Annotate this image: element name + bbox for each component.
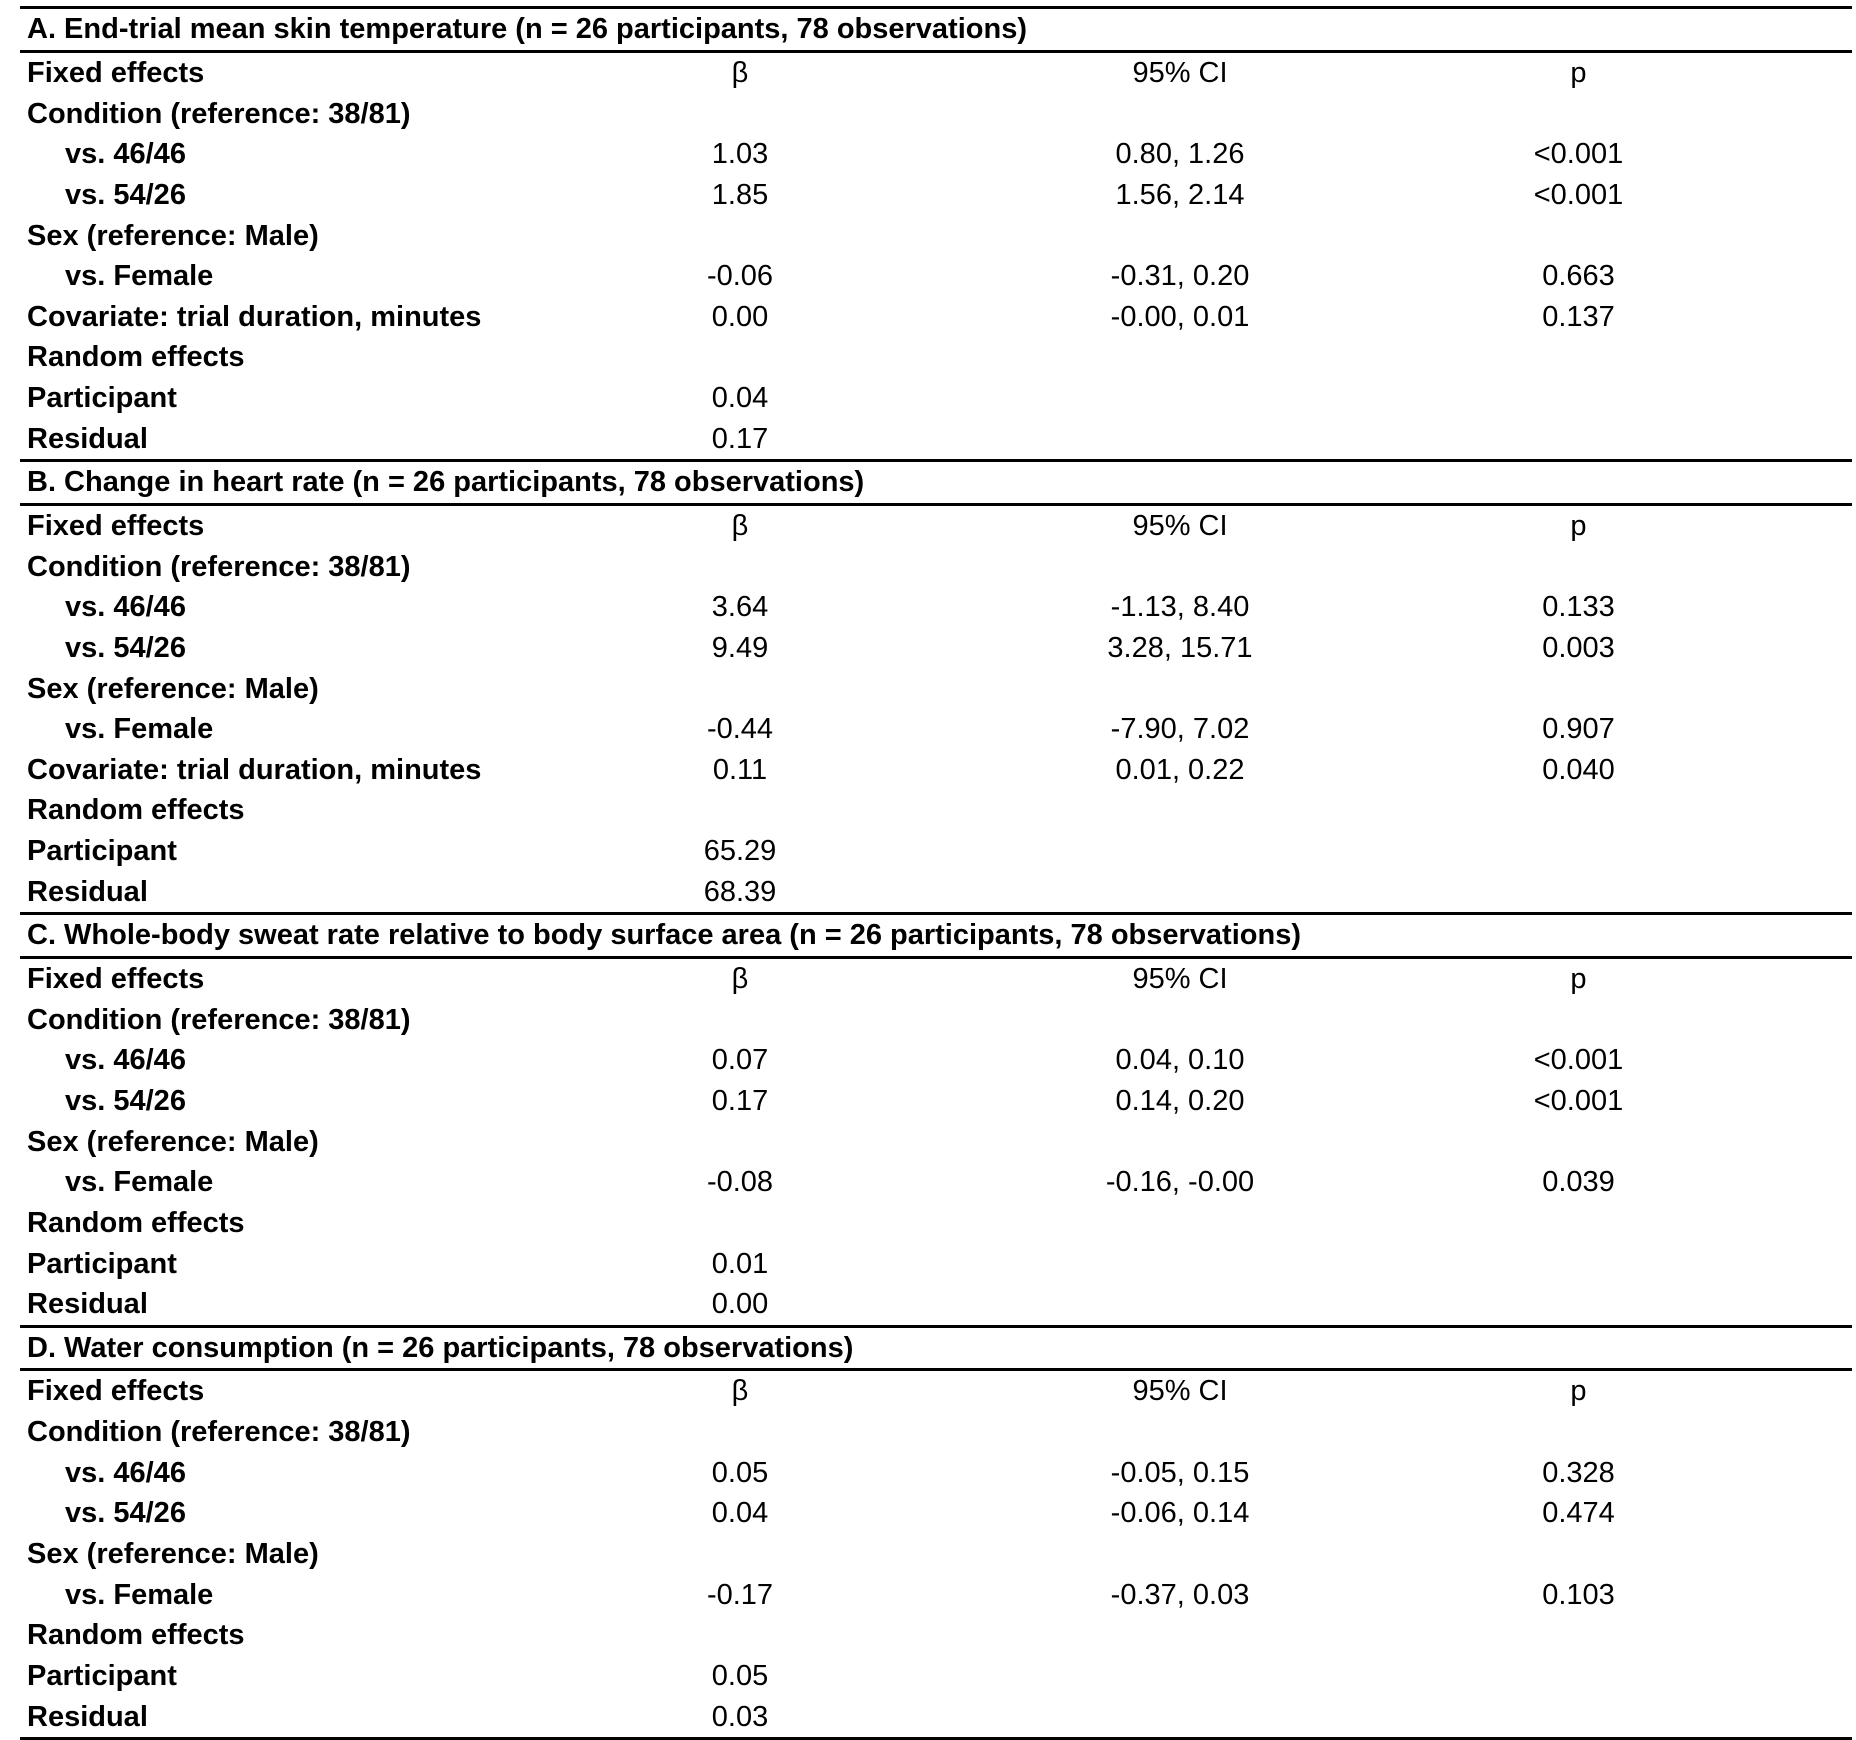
p-value: <0.001 xyxy=(1533,178,1624,211)
beta-value: 0.00 xyxy=(711,300,769,333)
ci-value xyxy=(980,378,1420,419)
table-row xyxy=(20,1243,1852,1284)
ci-value xyxy=(980,1412,1420,1453)
row-label: vs. 54/26 xyxy=(65,178,186,211)
row-label: Random effects xyxy=(27,1206,245,1239)
table-row xyxy=(20,1574,1852,1615)
row-label: vs. 46/46 xyxy=(65,591,186,624)
ci-value xyxy=(980,546,1420,587)
row-label: Sex (reference: Male) xyxy=(27,1125,319,1158)
table-row xyxy=(20,1696,1852,1738)
table-row xyxy=(20,256,1852,297)
ci-value xyxy=(980,1696,1420,1738)
table-row xyxy=(20,999,1852,1040)
table-row xyxy=(20,871,1852,913)
beta-value: -0.17 xyxy=(706,1578,774,1611)
beta-value xyxy=(580,1121,980,1162)
ci-value xyxy=(980,418,1420,460)
row-label: Random effects xyxy=(27,1619,245,1652)
p-header: p xyxy=(1570,963,1587,996)
beta-header: β xyxy=(731,1375,749,1408)
p-header: p xyxy=(1570,56,1587,89)
row-label: Condition (reference: 38/81) xyxy=(27,550,411,583)
p-value: 0.907 xyxy=(1542,713,1615,746)
beta-value: 0.03 xyxy=(580,1696,980,1738)
table-row xyxy=(20,1493,1852,1534)
row-label: vs. 46/46 xyxy=(65,1456,186,1489)
p-value xyxy=(1420,1615,1852,1656)
fixed-effects-label: Fixed effects xyxy=(27,510,205,542)
row-label: Sex (reference: Male) xyxy=(27,1538,319,1571)
row-label: Covariate: trial duration, minutes xyxy=(27,300,482,333)
beta-value xyxy=(580,668,980,709)
p-value xyxy=(1420,871,1852,913)
table-row xyxy=(20,668,1852,709)
p-value: <0.001 xyxy=(1533,138,1624,171)
p-value xyxy=(1420,93,1852,134)
table-row xyxy=(20,1040,1852,1081)
table-row xyxy=(20,546,1852,587)
ci-header: 95% CI xyxy=(1132,1375,1228,1408)
p-value: <0.001 xyxy=(1533,1084,1624,1117)
p-value xyxy=(1420,546,1852,587)
p-value xyxy=(1420,999,1852,1040)
p-header: p xyxy=(1570,510,1587,542)
section-title: D. Water consumption (n = 26 participants, 78 observations) xyxy=(20,1326,1852,1370)
beta-value xyxy=(580,337,980,378)
ci-value: -0.37, 0.03 xyxy=(1110,1578,1250,1611)
beta-value: 0.04 xyxy=(711,1497,769,1530)
row-label: Residual xyxy=(27,422,148,455)
p-value: 0.474 xyxy=(1542,1497,1615,1530)
column-header-row xyxy=(20,957,1852,999)
row-label: Condition (reference: 38/81) xyxy=(27,1003,411,1036)
table-row xyxy=(20,709,1852,750)
ci-value xyxy=(980,1243,1420,1284)
ci-value xyxy=(980,999,1420,1040)
results-table xyxy=(20,6,1852,1740)
ci-value xyxy=(980,1534,1420,1575)
table-row xyxy=(20,296,1852,337)
ci-value: 1.56, 2.14 xyxy=(1115,178,1245,211)
beta-value: 1.03 xyxy=(711,138,769,171)
p-value xyxy=(1420,1243,1852,1284)
beta-value xyxy=(580,546,980,587)
ci-value: 0.04, 0.10 xyxy=(1115,1044,1245,1077)
row-label: vs. 46/46 xyxy=(65,138,186,171)
p-value xyxy=(1420,1696,1852,1738)
table-row xyxy=(20,1656,1852,1697)
p-value: 0.039 xyxy=(1542,1166,1615,1199)
table-row xyxy=(20,587,1852,628)
fixed-effects-label: Fixed effects xyxy=(27,963,205,996)
p-value xyxy=(1420,337,1852,378)
ci-value: -7.90, 7.02 xyxy=(1110,713,1250,746)
p-value xyxy=(1420,1121,1852,1162)
section-title: C. Whole-body sweat rate relative to body surface area (n = 26 participants, 78 observations) xyxy=(20,914,1852,958)
ci-value: -0.00, 0.01 xyxy=(1110,300,1250,333)
beta-value: -0.06 xyxy=(706,260,774,293)
p-value: 0.103 xyxy=(1542,1578,1615,1611)
section-title-row-b xyxy=(20,461,1852,505)
p-value: <0.001 xyxy=(1533,1044,1624,1077)
beta-value: 0.05 xyxy=(711,1456,769,1489)
row-label: vs. Female xyxy=(65,1578,214,1611)
ci-value xyxy=(980,790,1420,831)
ci-value: -0.16, -0.00 xyxy=(1105,1166,1255,1199)
row-label: Participant xyxy=(27,1247,177,1280)
ci-value: 3.28, 15.71 xyxy=(1107,631,1253,664)
beta-header: β xyxy=(731,510,749,542)
p-value: 0.040 xyxy=(1542,753,1615,786)
section-title-row-c xyxy=(20,914,1852,958)
beta-value: 68.39 xyxy=(703,875,777,908)
table-row xyxy=(20,831,1852,872)
beta-value: 0.07 xyxy=(711,1044,769,1077)
p-value: 0.328 xyxy=(1542,1456,1615,1489)
table-row xyxy=(20,628,1852,669)
beta-value xyxy=(580,215,980,256)
beta-value xyxy=(580,1412,980,1453)
ci-header: 95% CI xyxy=(1132,56,1228,89)
row-label: Random effects xyxy=(27,794,245,827)
p-value xyxy=(1420,1284,1852,1326)
beta-value: -0.08 xyxy=(706,1166,774,1199)
ci-value xyxy=(980,871,1420,913)
column-header-row xyxy=(20,504,1852,546)
beta-value: 0.01 xyxy=(711,1247,769,1280)
beta-value xyxy=(580,1203,980,1244)
table-row xyxy=(20,175,1852,216)
table-row xyxy=(20,1121,1852,1162)
ci-value xyxy=(980,93,1420,134)
row-label: Participant xyxy=(27,835,177,868)
table-row xyxy=(20,1615,1852,1656)
p-value xyxy=(1420,790,1852,831)
p-value xyxy=(1420,1203,1852,1244)
row-label: vs. 54/26 xyxy=(65,631,186,664)
row-label: Condition (reference: 38/81) xyxy=(27,1416,411,1449)
row-label: vs. 54/26 xyxy=(65,1084,186,1117)
row-label: Sex (reference: Male) xyxy=(27,219,319,252)
p-header: p xyxy=(1570,1375,1587,1408)
ci-value xyxy=(980,668,1420,709)
row-label: vs. 54/26 xyxy=(65,1497,186,1530)
column-header-row xyxy=(20,1370,1852,1412)
ci-value xyxy=(980,1121,1420,1162)
ci-value xyxy=(980,1203,1420,1244)
row-label: Participant xyxy=(27,1659,177,1692)
row-label: Residual xyxy=(27,1288,148,1321)
section-title-row-d xyxy=(20,1326,1852,1370)
p-value xyxy=(1420,1412,1852,1453)
beta-value: 0.17 xyxy=(711,422,769,455)
beta-value: 0.04 xyxy=(711,382,769,415)
row-label: Residual xyxy=(20,1696,580,1738)
table-row xyxy=(20,1081,1852,1122)
ci-value: -0.06, 0.14 xyxy=(1110,1497,1250,1530)
ci-value xyxy=(980,1656,1420,1697)
p-value: 0.137 xyxy=(1542,300,1615,333)
table-row xyxy=(20,1203,1852,1244)
table-row xyxy=(20,93,1852,134)
table-row xyxy=(20,418,1852,460)
table-row xyxy=(20,215,1852,256)
row-label: vs. 46/46 xyxy=(65,1044,186,1077)
beta-value xyxy=(580,1615,980,1656)
p-value: 0.133 xyxy=(1542,591,1615,624)
ci-value: 0.80, 1.26 xyxy=(1115,138,1245,171)
table-row xyxy=(20,378,1852,419)
row-label: Participant xyxy=(27,382,177,415)
beta-value: 0.00 xyxy=(711,1288,769,1321)
table-row xyxy=(20,1412,1852,1453)
beta-value: 0.11 xyxy=(712,753,768,786)
beta-header: β xyxy=(731,963,749,996)
ci-value: -0.05, 0.15 xyxy=(1110,1456,1250,1489)
table-body xyxy=(20,8,1852,1739)
p-value: 0.003 xyxy=(1542,631,1615,664)
ci-value: -1.13, 8.40 xyxy=(1110,591,1250,624)
row-label: vs. Female xyxy=(65,713,214,746)
table-row xyxy=(20,1162,1852,1203)
beta-value: 1.85 xyxy=(711,178,769,211)
table-row xyxy=(20,750,1852,791)
beta-value xyxy=(580,999,980,1040)
row-label: Residual xyxy=(27,875,148,908)
table-row xyxy=(20,134,1852,175)
ci-value xyxy=(980,831,1420,872)
ci-header: 95% CI xyxy=(1132,963,1228,996)
fixed-effects-label: Fixed effects xyxy=(27,56,205,89)
beta-value: 0.17 xyxy=(711,1084,769,1117)
column-header-row xyxy=(20,51,1852,93)
p-value xyxy=(1420,1656,1852,1697)
p-value xyxy=(1420,215,1852,256)
row-label: vs. Female xyxy=(65,260,214,293)
row-label: Sex (reference: Male) xyxy=(27,672,319,705)
p-value xyxy=(1420,418,1852,460)
section-title: B. Change in heart rate (n = 26 participants, 78 observations) xyxy=(20,461,1852,505)
beta-value: 3.64 xyxy=(711,591,769,624)
row-label: Random effects xyxy=(27,341,245,374)
table-row xyxy=(20,1452,1852,1493)
beta-value: 0.05 xyxy=(711,1659,769,1692)
row-label: Condition (reference: 38/81) xyxy=(27,97,411,130)
beta-value: 65.29 xyxy=(703,835,777,868)
ci-value: 0.01, 0.22 xyxy=(1115,753,1245,786)
ci-value: -0.31, 0.20 xyxy=(1110,260,1250,293)
beta-value: 9.49 xyxy=(711,631,769,664)
ci-value xyxy=(980,215,1420,256)
row-label: Covariate: trial duration, minutes xyxy=(27,753,482,786)
p-value xyxy=(1420,668,1852,709)
fixed-effects-label: Fixed effects xyxy=(27,1375,205,1408)
beta-value: -0.44 xyxy=(706,713,774,746)
table-row xyxy=(20,1534,1852,1575)
table-row xyxy=(20,337,1852,378)
section-title: A. End-trial mean skin temperature (n = 26 participants, 78 observations) xyxy=(20,8,1852,52)
row-label: vs. Female xyxy=(65,1166,214,1199)
p-value xyxy=(1420,831,1852,872)
table-row xyxy=(20,790,1852,831)
ci-value xyxy=(980,337,1420,378)
ci-value xyxy=(980,1615,1420,1656)
beta-header: β xyxy=(731,56,749,89)
ci-value: 0.14, 0.20 xyxy=(1115,1084,1245,1117)
table-row xyxy=(20,1284,1852,1326)
p-value: 0.663 xyxy=(1542,260,1615,293)
section-title-row-a xyxy=(20,8,1852,52)
p-value xyxy=(1420,1534,1852,1575)
ci-value xyxy=(980,1284,1420,1326)
ci-header: 95% CI xyxy=(1132,510,1228,542)
beta-value xyxy=(580,93,980,134)
beta-value xyxy=(580,790,980,831)
beta-value xyxy=(580,1534,980,1575)
p-value xyxy=(1420,378,1852,419)
